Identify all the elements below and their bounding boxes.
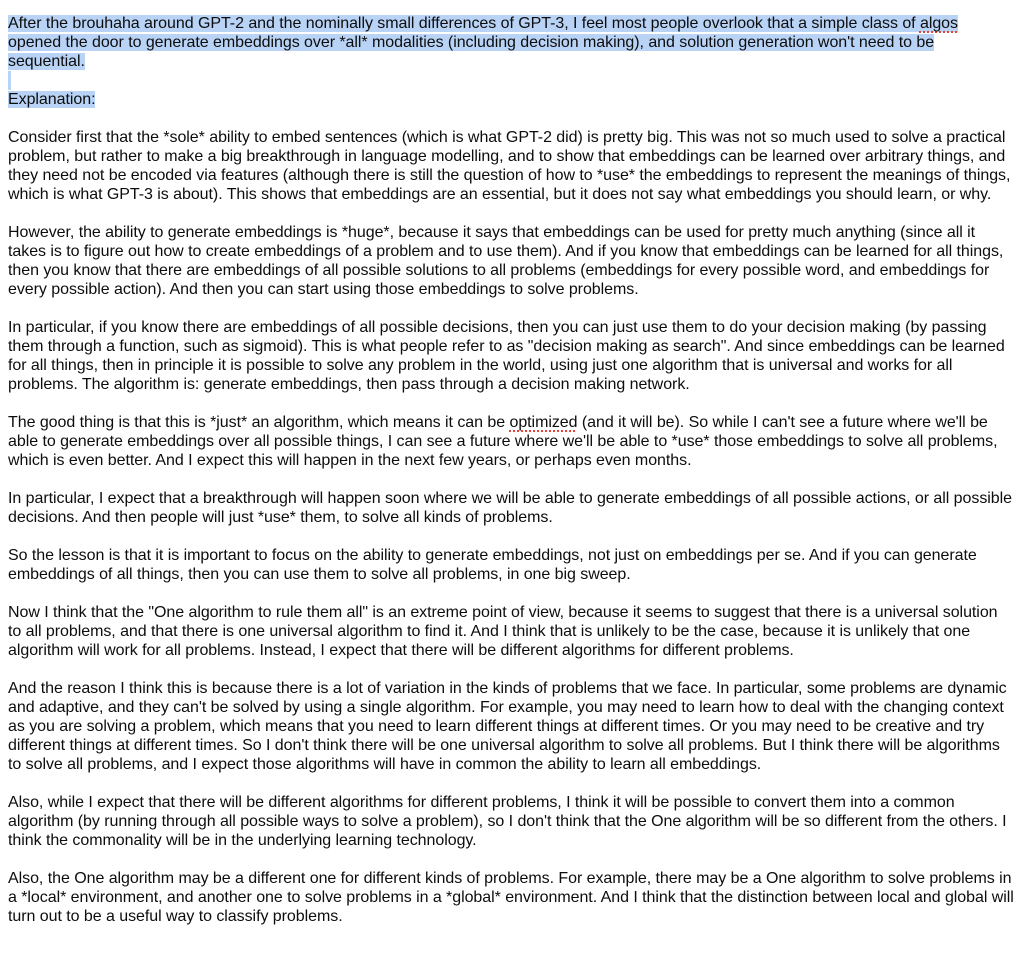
- paragraph-6[interactable]: So the lesson is that it is important to focus on the ability to generate embeddings, not just on embeddings per se. And if you can generate embeddings of all things, then you can use them to solve all problems, in one big sweep.: [8, 547, 977, 583]
- intro-text-start: After the brouhaha around GPT-2 and the nominally small differences of GPT-3, I feel most people overlook that a simple class of: [8, 15, 920, 32]
- misspelled-word-optimized[interactable]: optimized: [509, 414, 578, 431]
- paragraph-3[interactable]: In particular, if you know there are embeddings of all possible decisions, then you can just use them to do your decision making (by passing them through a function, such as sigmoid). This is what people refer to as "decision making as search". And since embeddings can be learned for all things, then in principle it is possible to solve any problem in the world, using just one algorithm that is universal and works for all problems. The algorithm is: generate embeddings, then pass through a decision making network.: [8, 319, 1005, 393]
- misspelled-word-algos[interactable]: algos: [919, 15, 958, 32]
- intro-text-end: opened the door to generate embeddings over *all* modalities (including decision making), and solution generation won't need to be sequential.: [8, 34, 935, 70]
- selected-blank-line: [8, 71, 11, 90]
- paragraph-7[interactable]: Now I think that the "One algorithm to rule them all" is an extreme point of view, because it seems to suggest that there is a universal solution to all problems, and that there is one universal algorithm to find it. And I think that is unlikely to be the case, because it is unlikely that one algorithm will work for all problems. Instead, I expect that there will be different algorithms for different problems.: [8, 604, 998, 659]
- paragraph-4-end: (and it will be). So while I can't see a future where we'll be able to generate embeddings over all possible things, I can see a future where we'll be able to *use* those embeddings to solve all problems, which is even better. And I expect this will happen in the next few years, or perhaps even months.: [8, 414, 998, 469]
- paragraph-2[interactable]: However, the ability to generate embeddings is *huge*, because it says that embeddings can be used for pretty much anything (since all it takes is to figure out how to create embeddings of a problem and to use them). And if you know that embeddings can be learned for all things, then you know that there are embeddings of all possible solutions to all problems (embeddings for every possible word, and embeddings for every possible action). And then you can start using those embeddings to solve problems.: [8, 224, 1004, 298]
- paragraph-10[interactable]: Also, the One algorithm may be a different one for different kinds of problems. For example, there may be a One algorithm to solve problems in a *local* environment, and another one to solve problems in a *global* environment. And I think that the distinction between local and global will turn out to be a useful way to classify problems.: [8, 870, 1014, 925]
- paragraph-1[interactable]: Consider first that the *sole* ability to embed sentences (which is what GPT-2 did) is pretty big. This was not so much used to solve a practical problem, but rather to make a big breakthrough in language modelling, and to show that embeddings can be learned over arbitrary things, and they need not be encoded via features (although there is still the question of how to *use* the embeddings to represent the meanings of things, which is what GPT-3 is about). This shows that embeddings are an essential, but it does not say what embeddings you should learn, or why.: [8, 129, 1011, 203]
- paragraph-9[interactable]: Also, while I expect that there will be different algorithms for different problems, I think it will be possible to convert them into a common algorithm (by running through all possible ways to solve a problem), so I don't think that the One algorithm will be so different from the others. I think the commonality will be in the underlying learning technology.: [8, 794, 1007, 849]
- paragraph-4-start: The good thing is that this is *just* an algorithm, which means it can be: [8, 414, 510, 431]
- document-body[interactable]: [8, 14, 1014, 945]
- paragraph-5[interactable]: In particular, I expect that a breakthrough will happen soon where we will be able to generate embeddings of all possible actions, or all possible decisions. And then people will just *use* them, to solve all kinds of problems.: [8, 490, 1012, 526]
- paragraph-4[interactable]: [8, 413, 1014, 470]
- selected-text[interactable]: [8, 15, 958, 70]
- intro-paragraph[interactable]: [8, 14, 1014, 109]
- paragraph-8[interactable]: And the reason I think this is because there is a lot of variation in the kinds of problems that we face. In particular, some problems are dynamic and adaptive, and they can't be solved by using a single algorithm. For example, you may need to learn how to deal with the changing context as you are solving a problem, which means that you need to learn different things at different times. Or you may need to be creative and try different things at different times. So I don't think there will be one universal algorithm to solve all problems. But I think there will be algorithms to solve all problems, and I expect those algorithms will have in common the ability to learn all embeddings.: [8, 680, 1007, 773]
- explanation-heading[interactable]: Explanation:: [8, 91, 96, 108]
